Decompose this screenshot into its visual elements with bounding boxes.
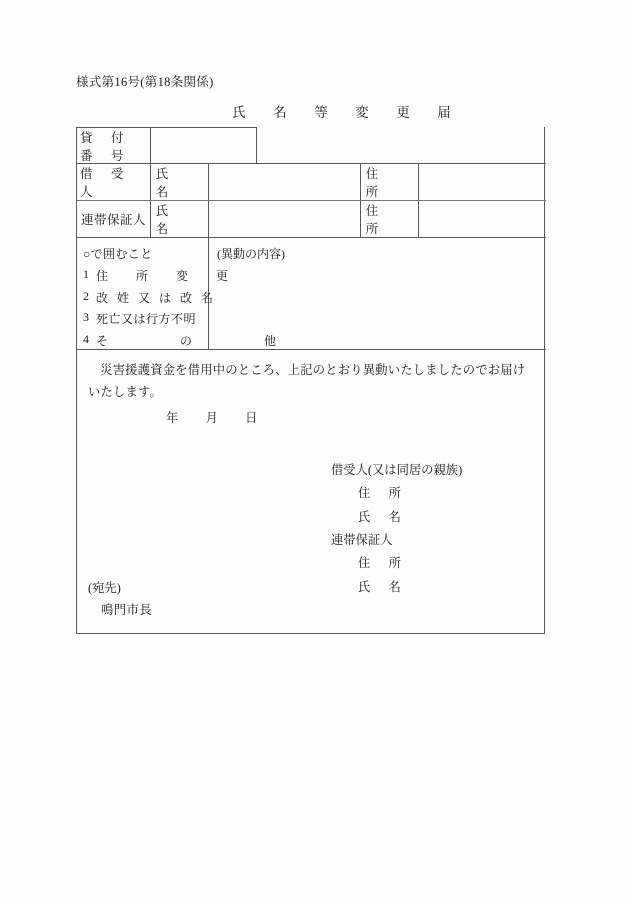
addressee-block [88,577,152,622]
signature-role-borrower: 借受人(又は同居の親族) [331,463,463,478]
loan-number-value[interactable] [151,128,256,163]
change-detail-cell[interactable] [209,238,546,349]
borrower-address-label: 住 所 [361,164,419,200]
date-day-label: 日 [245,411,258,426]
option-label: 改 姓 又 は 改 名 [96,290,217,305]
statement-body: 災害援護資金を借用中のところ、上記のとおり異動いたしましたのでお届けいたします。 [88,363,526,399]
signature-borrower-name-label[interactable]: 氏 名 [358,509,404,524]
option-number: 4 [83,331,89,346]
date-month-label: 月 [205,411,219,426]
loan-number-label: 貸 付 番 号 [77,128,151,163]
guarantor-address-label: 住 所 [361,201,419,237]
addressee-label: (宛先) [88,580,121,595]
circle-instruction: ○で囲むこと [83,247,153,261]
table-row [77,201,546,238]
borrower-name-value[interactable] [209,164,361,200]
guarantor-address-value[interactable] [419,201,546,237]
option-number: 2 [83,288,89,303]
borrower-label: 借 受 人 [77,164,151,200]
form-table [76,127,545,634]
signature-role-guarantor: 連帯保証人 [331,533,393,548]
date-line[interactable] [166,408,535,426]
guarantor-name-label: 氏 名 [151,201,209,237]
guarantor-label: 連帯保証人 [77,201,151,237]
table-row-change-type [77,238,546,350]
list-item[interactable] [83,310,208,327]
guarantor-name-value[interactable] [209,201,361,237]
signature-block [88,459,535,599]
list-item[interactable] [83,267,237,284]
option-label: 死亡又は行方不明 [96,312,197,326]
option-label: 住 所 変 更 [96,269,237,283]
borrower-name-label: 氏 名 [151,164,209,200]
option-number: 1 [83,267,89,281]
addressee-name: 鳴門市長 [101,603,153,618]
list-item[interactable] [83,288,217,306]
signature-guarantor-address-label[interactable]: 住 所 [358,556,404,571]
list-item[interactable] [83,331,293,349]
table-row-loan-number [77,127,257,164]
form-code: 様式第16号(第18条関係) [76,75,214,89]
statement-section [77,350,546,634]
option-label: そ の 他 [96,333,293,348]
signature-guarantor-name-label[interactable]: 氏 名 [358,579,404,594]
change-detail-label: (異動の内容) [217,247,285,261]
borrower-address-value[interactable] [419,164,546,200]
option-number: 3 [83,310,89,324]
signature-borrower-address-label[interactable]: 住 所 [358,486,404,501]
table-row [77,164,546,201]
page-title: 氏 名 等 変 更 届 [232,105,458,120]
date-year-label: 年 [166,411,179,426]
